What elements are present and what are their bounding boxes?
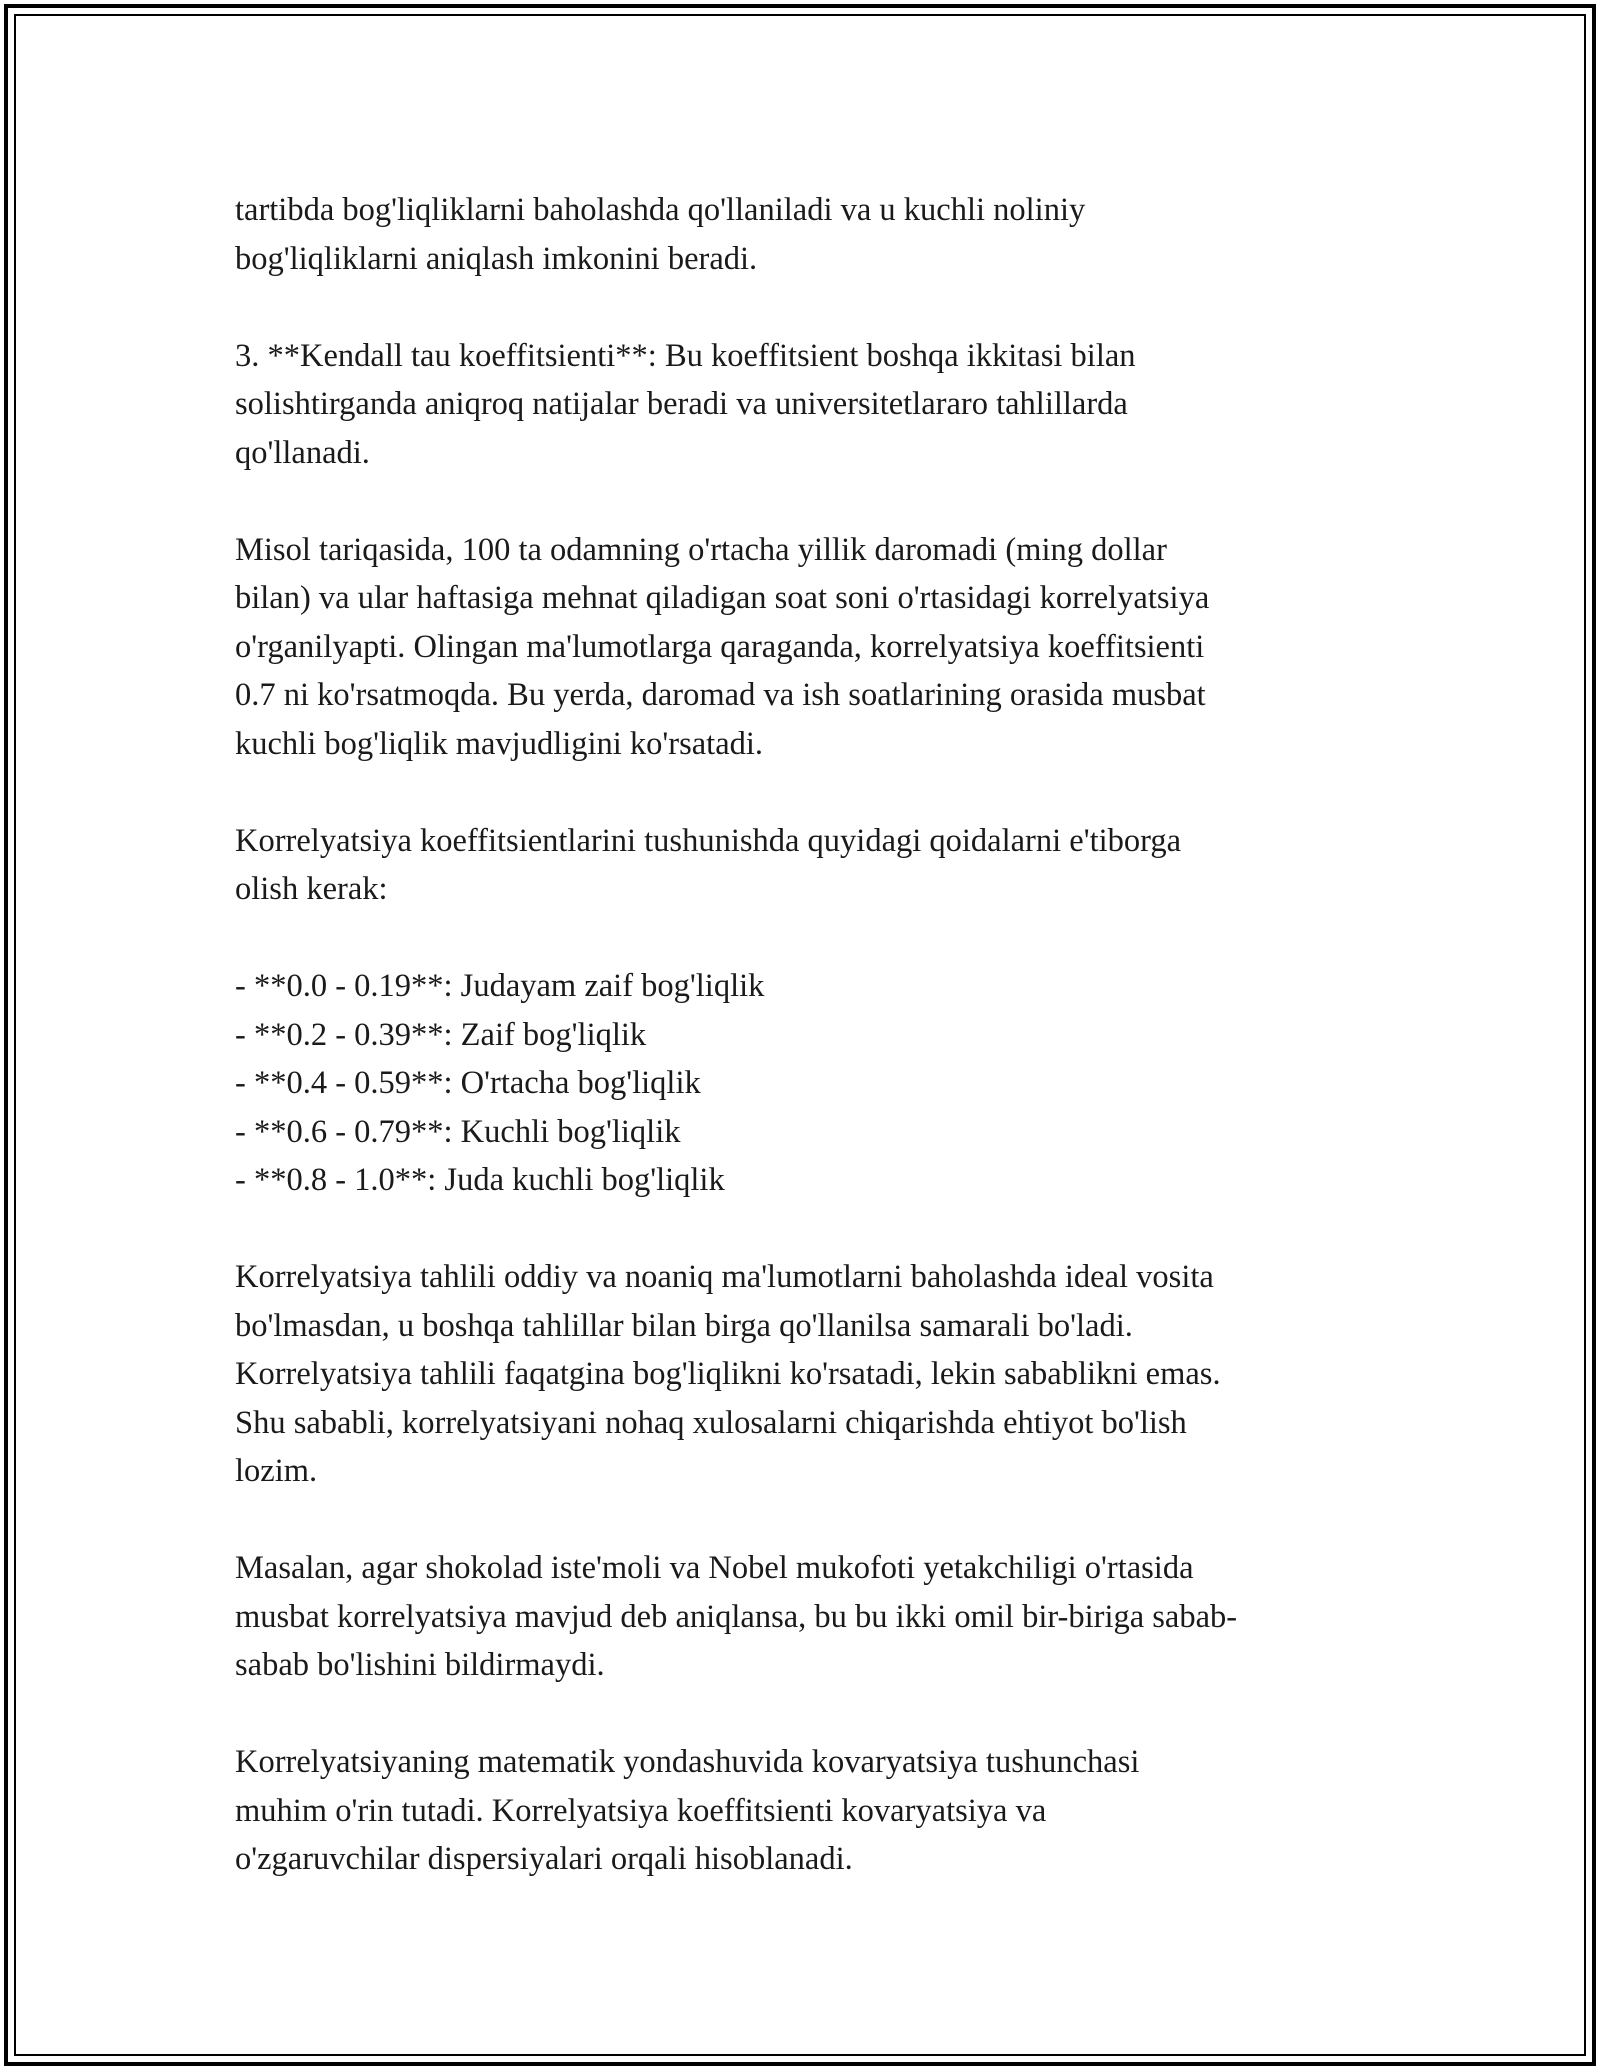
text-line: Korrelyatsiya tahlili oddiy va noaniq ma'lumotlarni baholashda ideal vosita — [235, 1259, 1214, 1295]
correlation-strength-list — [235, 962, 1375, 1205]
list-item: - **0.0 - 0.19**: Judayam zaif bog'liqlik — [235, 968, 765, 1004]
text-line: sabab bo'lishini bildirmaydi. — [235, 1647, 605, 1683]
paragraph-chocolate-example — [235, 1544, 1375, 1690]
paragraph-example — [235, 526, 1375, 769]
text-line: musbat korrelyatsiya mavjud deb aniqlansa, bu bu ikki omil bir-biriga sabab- — [235, 1598, 1238, 1635]
text-line: bog'liqliklarni aniqlash imkonini beradi. — [235, 240, 758, 277]
text-line: qo'llanadi. — [235, 434, 370, 471]
text-line: Korrelyatsiya tahlili faqatgina bog'liqlikni ko'rsatadi, lekin sabablikni emas. — [235, 1356, 1221, 1392]
list-item: - **0.6 - 0.79**: Kuchli bog'liqlik — [235, 1113, 681, 1150]
text-line: olish kerak: — [235, 871, 388, 907]
text-line: o'rganilyapti. Olingan ma'lumotlarga qaraganda, korrelyatsiya koeffitsienti — [235, 628, 1205, 665]
text-line: tartibda bog'liqliklarni baholashda qo'llaniladi va u kuchli noliniy — [235, 192, 1086, 228]
text-line: o'zgaruvchilar dispersiyalari orqali hisoblanadi. — [235, 1841, 853, 1877]
text-line: 0.7 ni ko'rsatmoqda. Bu yerda, daromad va ish soatlarining orasida musbat — [235, 677, 1206, 713]
paragraph-analysis-limits — [235, 1253, 1375, 1496]
text-line: kuchli bog'liqlik mavjudligini ko'rsatadi. — [235, 725, 764, 762]
paragraph-continuation — [235, 186, 1375, 283]
paragraph-rules-intro — [235, 817, 1375, 914]
text-line: muhim o'rin tutadi. Korrelyatsiya koeffitsienti kovaryatsiya va — [235, 1792, 1047, 1829]
text-line: Shu sababli, korrelyatsiyani nohaq xulosalarni chiqarishda ehtiyot bo'lish — [235, 1404, 1187, 1441]
page-content — [235, 186, 1375, 1932]
text-line: bo'lmasdan, u boshqa tahlillar bilan birga qo'llanilsa samarali bo'ladi. — [235, 1307, 1133, 1344]
text-line: Korrelyatsiyaning matematik yondashuvida kovaryatsiya tushunchasi — [235, 1744, 1140, 1780]
list-item: - **0.8 - 1.0**: Juda kuchli bog'liqlik — [235, 1162, 725, 1198]
text-line: Masalan, agar shokolad iste'moli va Nobel mukofoti yetakchiligi o'rtasida — [235, 1550, 1194, 1586]
list-item: - **0.2 - 0.39**: Zaif bog'liqlik — [235, 1016, 647, 1053]
text-line: Korrelyatsiya koeffitsientlarini tushunishda quyidagi qoidalarni e'tiborga — [235, 822, 1182, 859]
list-item: - **0.4 - 0.59**: O'rtacha bog'liqlik — [235, 1065, 701, 1101]
text-line: lozim. — [235, 1453, 318, 1489]
paragraph-covariance — [235, 1738, 1375, 1884]
text-line: Misol tariqasida, 100 ta odamning o'rtacha yillik daromadi (ming dollar — [235, 531, 1167, 568]
text-line: solishtirganda aniqroq natijalar beradi va universitetlararo tahlillarda — [235, 386, 1128, 422]
text-line: 3. **Kendall tau koeffitsienti**: Bu koeffitsient boshqa ikkitasi bilan — [235, 337, 1136, 374]
text-line: bilan) va ular haftasiga mehnat qiladigan soat soni o'rtasidagi korrelyatsiya — [235, 580, 1210, 616]
paragraph-kendall-tau — [235, 332, 1375, 478]
